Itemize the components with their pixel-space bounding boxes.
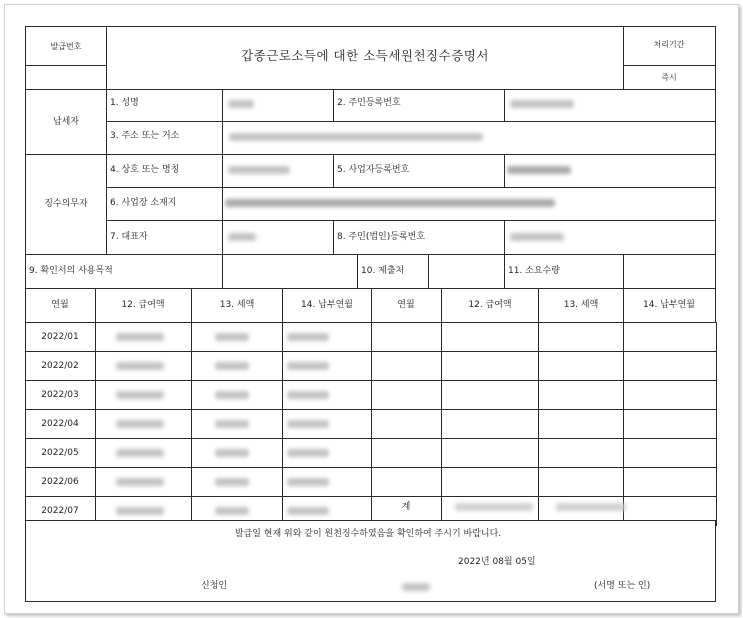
signature-label: (서명 또는 인) xyxy=(594,581,651,591)
table-cell xyxy=(623,467,717,497)
document-title: 갑종근로소득에 대한 소득세원천징수증명서 xyxy=(241,48,489,63)
total-pay-redacted xyxy=(455,503,533,511)
corp-reg-no-label: 8. 주민(법인)등록번호 xyxy=(337,232,426,242)
redacted-amount xyxy=(287,449,329,457)
table-cell xyxy=(441,380,539,410)
business-address-value-redacted xyxy=(225,199,555,207)
name-value-redacted xyxy=(228,100,254,108)
company-name-label: 4. 상호 또는 명칭 xyxy=(110,165,180,175)
confirmation-text: 발급일 현재 위와 같이 원천징수하였음을 확인하여 주시기 바랍니다. xyxy=(234,529,502,539)
table-cell xyxy=(623,351,717,381)
redacted-amount xyxy=(287,362,329,370)
table-cell xyxy=(371,467,442,497)
taxpayer-label: 납세자 xyxy=(52,117,80,127)
representative-label: 7. 대표자 xyxy=(110,232,148,242)
submit-to-label: 10. 제출처 xyxy=(361,266,405,276)
redacted-amount xyxy=(215,391,249,399)
redacted-amount xyxy=(287,333,329,341)
table-row-month: 2022/07 xyxy=(41,506,79,516)
address-label: 3. 주소 또는 거소 xyxy=(110,131,180,141)
table-cell xyxy=(371,322,442,352)
table-row-month: 2022/03 xyxy=(41,390,79,400)
table-cell xyxy=(538,380,624,410)
table-row-month: 2022/06 xyxy=(41,477,79,487)
applicant-label: 신청인 xyxy=(201,581,228,591)
table-cell xyxy=(441,467,539,497)
table-header-label: 13. 세액 xyxy=(219,300,255,310)
redacted-amount xyxy=(215,507,249,515)
redacted-amount xyxy=(215,478,249,486)
table-cell xyxy=(538,322,624,352)
issue-no-label: 발급번호 xyxy=(50,42,82,51)
table-cell xyxy=(538,467,624,497)
table-header-label: 연월 xyxy=(397,300,415,310)
total-label: 계 xyxy=(401,502,411,512)
address-value-redacted xyxy=(229,133,483,141)
table-cell xyxy=(371,438,442,468)
corp-reg-no-value-redacted xyxy=(510,233,564,241)
redacted-amount xyxy=(287,420,329,428)
business-address-label: 6. 사업장 소재지 xyxy=(110,198,177,208)
redacted-amount xyxy=(287,507,329,515)
withholder-label: 징수의무자 xyxy=(44,199,88,209)
table-cell xyxy=(623,409,717,439)
table-row-month: 2022/01 xyxy=(41,332,79,342)
quantity-value-cell xyxy=(623,254,716,289)
table-row-month: 2022/05 xyxy=(41,448,79,458)
redacted-amount xyxy=(215,362,249,370)
redacted-amount xyxy=(215,333,249,341)
applicant-name-redacted xyxy=(402,583,430,591)
redacted-amount xyxy=(116,507,164,515)
redacted-amount xyxy=(116,420,164,428)
table-cell xyxy=(623,438,717,468)
table-cell xyxy=(441,322,539,352)
table-header-label: 연월 xyxy=(51,300,69,310)
table-cell xyxy=(441,438,539,468)
purpose-label: 9. 확인서의 사용목적 xyxy=(29,266,113,276)
table-header-label: 14. 납부연월 xyxy=(643,300,695,310)
resident-no-value-redacted xyxy=(510,100,574,108)
redacted-amount xyxy=(215,420,249,428)
processing-period-label: 처리기간 xyxy=(653,40,685,49)
table-header-label: 12. 급여액 xyxy=(468,300,512,310)
table-header-label: 13. 세액 xyxy=(563,300,599,310)
redacted-amount xyxy=(215,449,249,457)
representative-value-redacted xyxy=(228,233,256,241)
resident-no-label: 2. 주민등록번호 xyxy=(337,98,401,108)
table-cell xyxy=(538,438,624,468)
table-row-month: 2022/02 xyxy=(41,361,79,371)
issue-date: 2022년 08월 05일 xyxy=(458,557,536,567)
business-reg-no-value-redacted xyxy=(507,166,571,174)
table-cell xyxy=(371,351,442,381)
redacted-amount xyxy=(116,391,164,399)
redacted-amount xyxy=(287,478,329,486)
table-row-month: 2022/04 xyxy=(41,419,79,429)
business-reg-no-label: 5. 사업자등록번호 xyxy=(337,165,410,175)
total-tax-redacted xyxy=(556,503,626,511)
table-cell xyxy=(538,351,624,381)
name-label: 1. 성명 xyxy=(110,98,139,108)
redacted-amount xyxy=(116,449,164,457)
issue-no-value-cell xyxy=(25,65,107,90)
submit-to-value-cell xyxy=(428,254,505,289)
table-cell xyxy=(623,322,717,352)
table-cell xyxy=(623,380,717,410)
table-cell xyxy=(441,409,539,439)
table-cell xyxy=(371,409,442,439)
redacted-amount xyxy=(116,362,164,370)
table-header-label: 14. 납부연월 xyxy=(301,300,353,310)
redacted-amount xyxy=(116,478,164,486)
table-cell xyxy=(371,380,442,410)
purpose-value-cell xyxy=(222,254,358,289)
redacted-amount xyxy=(287,391,329,399)
table-cell xyxy=(441,351,539,381)
table-header-label: 12. 급여액 xyxy=(121,300,165,310)
processing-period-value: 즉시 xyxy=(661,73,677,82)
company-name-value-redacted xyxy=(228,166,290,174)
quantity-label: 11. 소요수량 xyxy=(508,266,560,276)
redacted-amount xyxy=(116,333,164,341)
table-cell xyxy=(538,409,624,439)
